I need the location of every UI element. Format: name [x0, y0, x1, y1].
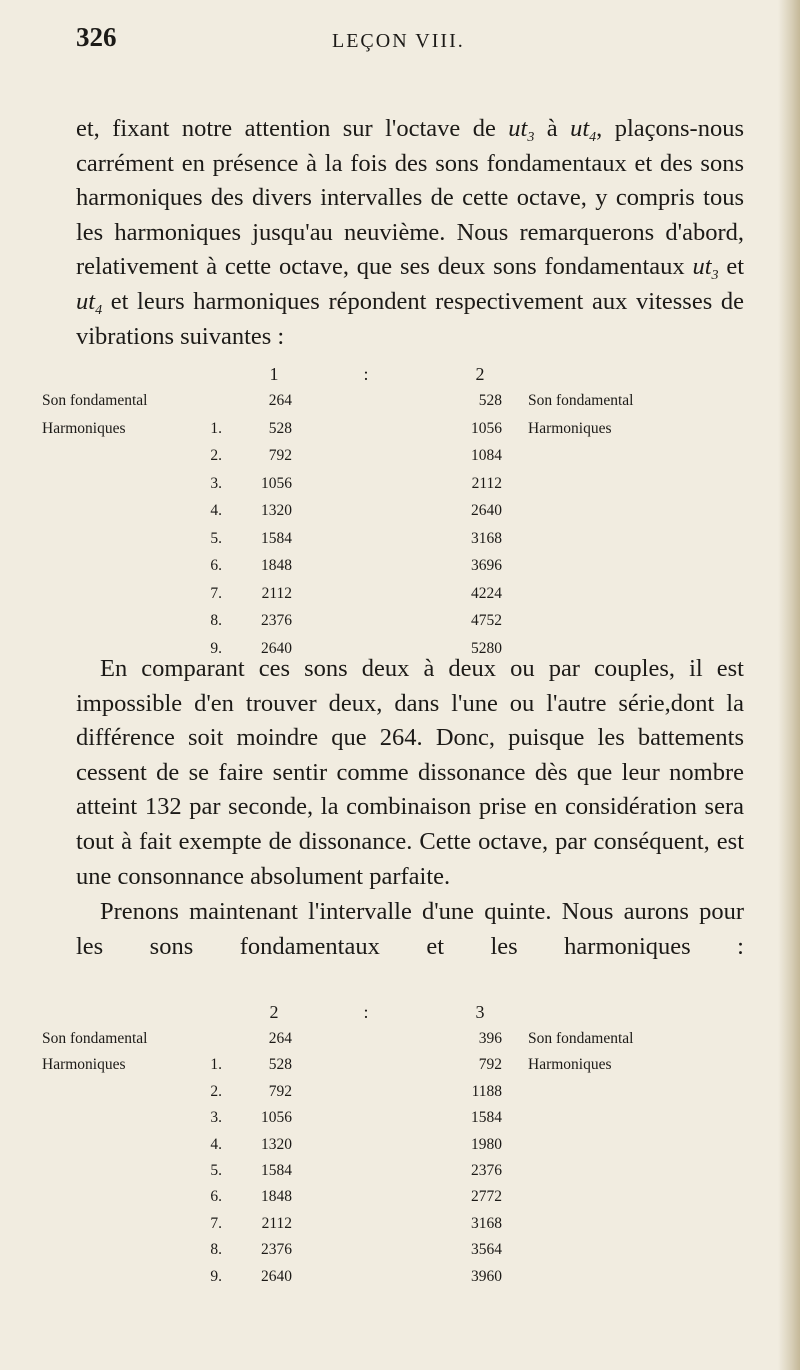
- table-fund-right: 528: [478, 392, 502, 409]
- paragraph-intro-text-b: à: [534, 115, 571, 142]
- table-row-index: 4.: [210, 502, 222, 519]
- running-head: LEÇON VIII.: [332, 30, 465, 52]
- paragraph-quinte: Prenons maintenant l'intervalle d'une quinte. Nous aurons pour les sons fondamentaux et les harmoniques :: [76, 898, 744, 960]
- paragraph-comparison: En comparant ces sons deux à deux ou par couples, il est impossible d'en trouver deux, dans l'une ou l'autre série,dont la différence soit moindre que 264. Donc, puisque les battements cessent de se faire sentir comme dissonance dès que leur nombre atteint 132 par seconde, la combinaison prise en considération sera tout à fait exempte de dissonance. Cette octave, par conséquent, est une consonnance absolument parfaite.: [76, 655, 744, 890]
- table-row-left: 2376: [261, 1241, 292, 1259]
- table-head-right: 2: [475, 364, 485, 384]
- table-label-fundamental: Son fondamental: [42, 1030, 148, 1047]
- table-row-right: 792: [478, 1056, 502, 1074]
- table-row-left: 1056: [261, 1109, 292, 1127]
- table-head-colon: :: [363, 364, 369, 384]
- table-label-fundamental: Son fondamental: [42, 392, 148, 409]
- page-header: [0, 22, 800, 66]
- table-head-left: 2: [269, 1002, 279, 1022]
- table-row-left: 2112: [261, 1214, 292, 1232]
- table-row-index: 1.: [210, 1056, 222, 1074]
- table-row-right: 2112: [471, 474, 502, 492]
- table-row-right: 3168: [471, 529, 502, 547]
- table-head-colon: :: [363, 1002, 369, 1022]
- table-row-left: 792: [268, 1082, 292, 1100]
- table-row-left: 1056: [261, 474, 292, 492]
- table-head-right: 3: [475, 1002, 485, 1022]
- note-ut4-second: $ut_4$: [76, 287, 103, 318]
- table-row-left: 2376: [261, 612, 292, 629]
- table-row-index: 1.: [210, 419, 222, 437]
- table-row-right: 2376: [471, 1162, 502, 1179]
- table-row-index: 5.: [210, 529, 222, 547]
- table-row-index: 9.: [210, 1267, 222, 1285]
- table-side-harmonics: Harmoniques: [528, 1056, 612, 1074]
- table-row-right: 3696: [471, 557, 502, 574]
- table-label-harmonics: Harmoniques: [42, 1056, 126, 1074]
- paragraph-intro-text-d: et: [718, 253, 744, 281]
- table-side-fundamental: Son fondamental: [528, 392, 634, 409]
- table-row-index: 3.: [210, 1109, 222, 1127]
- table-row-right: 4752: [471, 612, 502, 629]
- table-row-index: 8.: [210, 1241, 222, 1259]
- table-row-left: 1320: [261, 502, 292, 519]
- table-row-left: 1848: [261, 1188, 292, 1206]
- table-side-harmonics: Harmoniques: [528, 419, 612, 437]
- table-row-right: 1980: [471, 1135, 502, 1153]
- table-row-index: 7.: [210, 584, 222, 602]
- page-edge-shadow: [778, 0, 800, 1370]
- table-row-right: 3564: [471, 1241, 502, 1259]
- table-row-right: 1056: [471, 419, 502, 437]
- table-row-left: 528: [268, 1056, 292, 1074]
- table-row-index: 6.: [210, 1188, 222, 1206]
- table-row-index: 6.: [210, 557, 222, 574]
- table-row-index: 7.: [210, 1214, 222, 1232]
- table-row-right: 4224: [471, 584, 502, 602]
- table-row-right: 3168: [471, 1214, 502, 1232]
- table-row-index: 5.: [210, 1162, 222, 1179]
- table-row-index: 9.: [210, 639, 222, 657]
- table-row-left: 1584: [261, 529, 292, 547]
- table-label-harmonics: Harmoniques: [42, 419, 126, 437]
- table-row-left: 528: [268, 419, 292, 437]
- table-row-index: 3.: [210, 474, 222, 492]
- paragraph-intro-text-a: et, fixant notre attention sur l'octave de: [76, 115, 509, 142]
- table-row-left: 1584: [261, 1162, 292, 1179]
- table-fund-right: 396: [478, 1030, 502, 1047]
- paragraph-intro: [76, 112, 744, 354]
- table-side-fundamental: Son fondamental: [528, 1030, 634, 1047]
- paragraph-intro-text-c: , plaçons-nous carrément en présence à la fois des sons fondamentaux et des sons harmoniques des divers intervalles de cette octave, y compris tous les harmoniques jusqu'au neuvième. Nous remarquerons d'abord, relativement à cette octave, que ses deux sons fondamentaux: [76, 115, 744, 281]
- table-row-left: 1320: [261, 1135, 292, 1153]
- table-row-left: 2112: [261, 584, 292, 602]
- table-fund-left: 264: [268, 392, 292, 409]
- table-row-left: 792: [268, 447, 292, 464]
- note-ut3-second: $ut_3$: [692, 253, 719, 284]
- page-number: 326: [76, 22, 117, 52]
- table-row-index: 2.: [210, 447, 222, 464]
- table-row-left: 2640: [261, 1267, 292, 1285]
- table-row-index: 8.: [210, 612, 222, 629]
- table-row-right: 2772: [471, 1188, 502, 1206]
- table-fund-left: 264: [268, 1030, 292, 1047]
- table-row-right: 5280: [471, 639, 502, 657]
- table-head-left: 1: [269, 364, 279, 384]
- table-row-right: 1188: [471, 1082, 502, 1100]
- paragraph-intro-text-e: et leurs harmoniques répondent respectivement aux vitesses de vibrations suivantes :: [76, 287, 744, 350]
- table-row-right: 3960: [471, 1267, 502, 1285]
- table-row-index: 4.: [210, 1135, 222, 1153]
- table-row-right: 1584: [471, 1109, 502, 1127]
- table-row-right: 2640: [471, 502, 502, 519]
- note-ut4: $ut_4$: [570, 115, 597, 145]
- table-row-left: 1848: [261, 557, 292, 574]
- table-row-index: 2.: [210, 1082, 222, 1100]
- note-ut3: $ut_3$: [508, 115, 535, 145]
- table-row-right: 1084: [471, 447, 502, 464]
- table-row-left: 2640: [261, 639, 292, 657]
